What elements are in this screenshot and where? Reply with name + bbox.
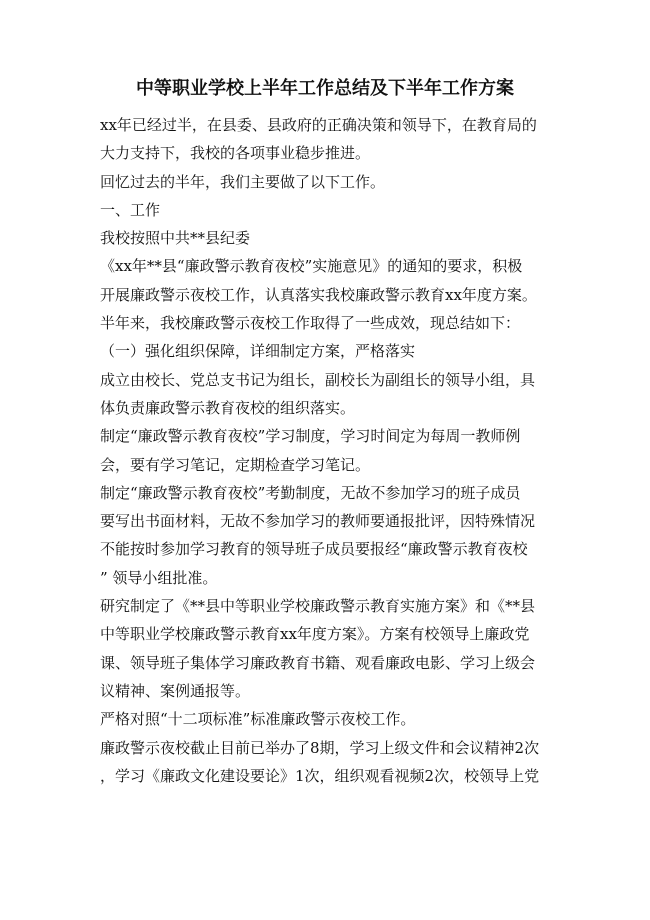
body-line: 半年来，我校廉政警示夜校工作取得了一些成效，现总结如下： — [100, 314, 521, 333]
body-line: 不能按时参加学习教育的领导班子成员要报经“廉政警示教育夜校 — [100, 540, 528, 559]
document-title: 中等职业学校上半年工作总结及下半年工作方案 — [136, 78, 514, 99]
body-line: 体负责廉政警示教育夜校的组织落实。 — [100, 398, 356, 417]
body-line: 开展廉政警示夜校工作，认真落实我校廉政警示教育xx年度方案。 — [100, 285, 537, 304]
body-line: 回忆过去的半年，我们主要做了以下工作。 — [100, 172, 386, 191]
body-line: 大力支持下，我校的各项事业稳步推进。 — [100, 144, 371, 163]
body-line: 廉政警示夜校截止目前已举办了8期，学习上级文件和会议精神2次 — [100, 738, 540, 757]
body-line: 制定“廉政警示教育夜校”考勤制度，无故不参加学习的班子成员 — [100, 483, 521, 502]
body-line: 严格对照“十二项标准”标准廉政警示夜校工作。 — [100, 710, 416, 729]
body-line: 研究制定了《**县中等职业学校廉政警示教育实施方案》和《**县 — [100, 597, 536, 616]
body-line: 会，要有学习笔记，定期检查学习笔记。 — [100, 455, 371, 474]
document-body — [100, 111, 560, 790]
body-line: 中等职业学校廉政警示教育xx年度方案》。方案有校领导上廉政党 — [100, 625, 530, 644]
body-line: 我校按照中共**县纪委 — [100, 229, 251, 248]
body-line: 议精神、案例通报等。 — [100, 681, 251, 700]
body-line: 制定“廉政警示教育夜校”学习制度，学习时间定为每周一教师例 — [100, 427, 521, 446]
body-line: ，学习《廉政文化建设要论》1次，组织观看视频2次，校领导上党 — [100, 766, 540, 785]
body-line: 要写出书面材料，无故不参加学习的教师要通报批评，因特殊情况 — [100, 512, 536, 531]
body-line: ” 领导小组批准。 — [100, 568, 218, 587]
body-line: xx年已经过半，在县委、县政府的正确决策和领导下，在教育局的 — [100, 116, 537, 134]
section-heading: 一、工作 — [100, 200, 161, 219]
body-line: 课、领导班子集体学习廉政教育书籍、观看廉政电影、学习上级会 — [100, 653, 536, 672]
body-line: 《xx年**县“廉政警示教育夜校”实施意见》的通知的要求，积极 — [100, 257, 523, 276]
body-line: 成立由校长、党总支书记为组长，副校长为副组长的领导小组，具 — [100, 370, 536, 389]
subsection-heading: （一）强化组织保障，详细制定方案，严格落实 — [100, 342, 416, 361]
